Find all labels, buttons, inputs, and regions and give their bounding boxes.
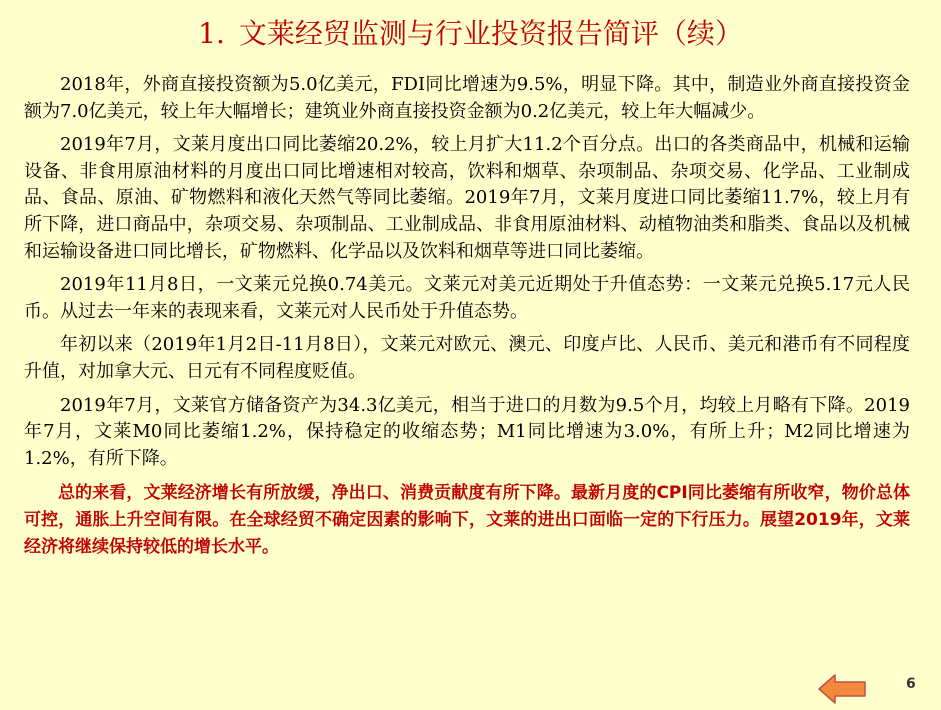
paragraph-fdi: 2018年，外商直接投资额为5.0亿美元，FDI同比增速为9.5%，明显下降。其中，制造业外商直接投资金额为7.0亿美元，较上年大幅增长；建筑业外商直接投资金额为0.2亿美元，较上年大幅减少。 [24,74,910,122]
paragraph-exchange-rate: 2019年11月8日，一文莱元兑换0.74美元。文莱元对美元近期处于升值态势：一文莱元兑换5.17元人民币。从过去一年来的表现来看，文莱元对人民币处于升值态势。 [24,274,910,322]
paragraph-reserves-money: 2019年7月，文莱官方储备资产为34.3亿美元，相当于进口的月数为9.5个月，均较上月略有下降。2019年7月，文莱M0同比萎缩1.2%，保持稳定的收缩态势；M1同比增速为3.0%，有所上升；M2同比增速为1.2%，有所下降。 [24,394,910,469]
title-number: 1. [198,17,225,50]
paragraph-summary: 总的来看，文莱经济增长有所放缓，净出口、消费贡献度有所下降。最新月度的CPI同比萎缩有所收窄，物价总体可控，通胀上升空间有限。在全球经贸不确定因素的影响下，文莱的进出口面临一定的下行压力。展望2019年，文莱经济将继续保持较低的增长水平。 [24,483,910,557]
arrow-left-icon [817,672,867,706]
slide-title [0,14,941,54]
paragraph-currency-trend: 年初以来（2019年1月2日-11月8日），文莱元对欧元、澳元、印度卢比、人民币、美元和港币有不同程度升值，对加拿大元、日元有不同程度贬值。 [24,334,910,382]
slide-content [24,72,910,567]
title-text: 文莱经贸监测与行业投资报告简评（续） [238,17,743,50]
page-number: 6 [906,676,916,692]
paragraph-trade: 2019年7月，文莱月度出口同比萎缩20.2%，较上月扩大11.2个百分点。出口的各类商品中，机械和运输设备、非食用原油材料的月度出口同比增速相对较高，饮料和烟草、杂项制品、杂项交易、化学品、工业制成品、食品、原油、矿物燃料和液化天然气等同比萎缩。2019年7月，文莱月度进口同比萎缩11.7%，较上月有所下降，进口商品中，杂项交易、杂项制品、工业制成品、非食用原油材料、动植物油类和脂类、食品以及机械和运输设备进口同比增长，矿物燃料、化学品以及饮料和烟草等进口同比萎缩。 [24,134,910,262]
back-button[interactable] [817,672,867,706]
